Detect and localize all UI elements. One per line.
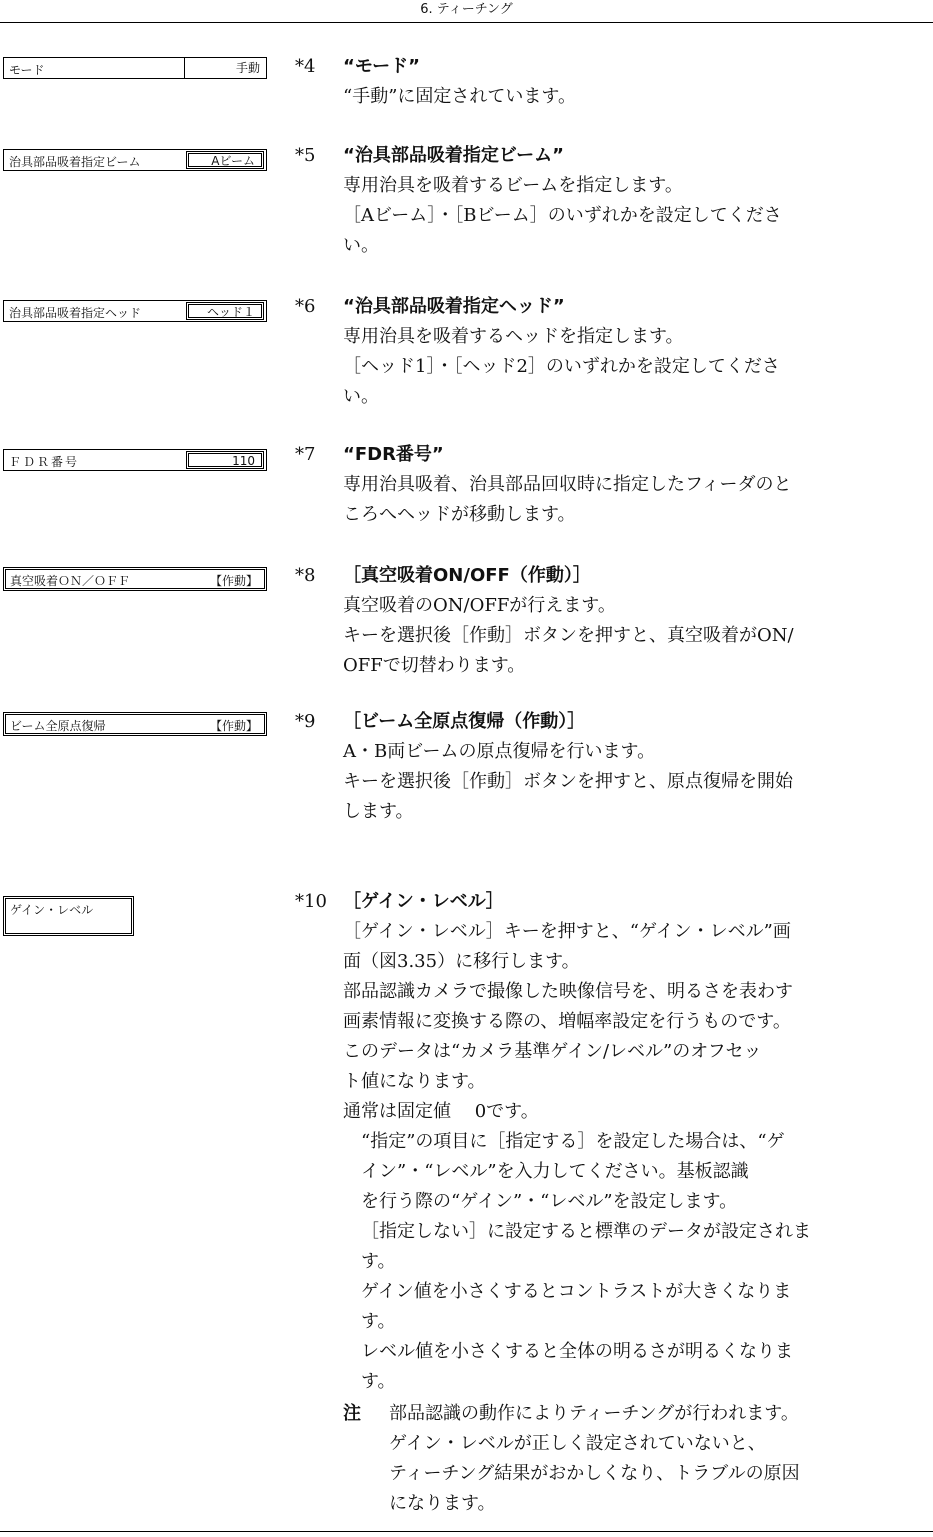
section-5: [295, 141, 840, 261]
indented-block: [361, 1127, 840, 1397]
section-line: キーを選択後［作動］ボタンを押すと、原点復帰を開始: [343, 771, 793, 792]
section-7: [295, 440, 840, 530]
header-rule: [0, 22, 933, 23]
fdr-value[interactable]: 110: [186, 451, 264, 469]
vacuum-label: 真空吸着ＯＮ／ＯＦＦ: [10, 574, 131, 588]
section-line: 真空吸着のON/OFFが行えます。: [343, 595, 616, 616]
mode-panel[interactable]: [3, 57, 267, 79]
section-line: キーを選択後［作動］ボタンを押すと、真空吸着がON/: [343, 625, 794, 646]
note-mark: 注: [343, 1403, 361, 1424]
section-line: 通常は固定値 0です。: [343, 1101, 539, 1122]
page-header: [0, 0, 933, 24]
indent-line: ゲイン値を小さくするとコントラストが大きくなりま: [361, 1281, 792, 1302]
note-line: ティーチング結果がおかしくなり、トラブルの原因: [389, 1463, 800, 1484]
section-line: します。: [343, 801, 414, 822]
section-line: ［ゲイン・レベル］キーを押すと、“ゲイン・レベル”画: [343, 921, 791, 942]
header-title: 6. ティーチング: [420, 2, 513, 17]
vacuum-key[interactable]: [3, 567, 267, 591]
section-line: 専用治具吸着、治具部品回収時に指定したフィーダのと: [343, 474, 792, 495]
section-title: ［ビーム全原点復帰（作動）］: [343, 711, 586, 732]
origin-key[interactable]: [3, 712, 267, 736]
section-line: ［Aビーム］・［Bビーム］のいずれかを設定してくださ: [343, 205, 782, 226]
indent-line: ［指定しない］に設定すると標準のデータが設定されま: [361, 1221, 811, 1242]
section-line: ［ヘッド1］・［ヘッド2］のいずれかを設定してくださ: [343, 356, 780, 377]
indent-line: す。: [361, 1371, 396, 1392]
section-number: *10: [295, 891, 327, 912]
indent-line: を行う際の“ゲイン”・“レベル”を設定します。: [361, 1191, 738, 1212]
beam-panel[interactable]: [3, 149, 267, 171]
note-line: 部品認識の動作によりティーチングが行われます。: [389, 1403, 799, 1424]
note-block: [343, 1399, 840, 1519]
section-number: *5: [295, 145, 316, 166]
head-label: 治具部品吸着指定ヘッド: [9, 306, 142, 320]
mode-label: モード: [9, 63, 45, 77]
section-line: 専用治具を吸着するヘッドを指定します。: [343, 326, 684, 347]
section-title: ［真空吸着ON/OFF（作動）］: [343, 565, 591, 586]
section-line: 部品認識カメラで撮像した映像信号を、明るさを表わす: [343, 981, 793, 1002]
indent-line: す。: [361, 1311, 396, 1332]
section-line: 専用治具を吸着するビームを指定します。: [343, 175, 683, 196]
section-line: い。: [343, 235, 379, 256]
section-line: 画素情報に変換する際の、増幅率設定を行うものです。: [343, 1011, 791, 1032]
section-title: ［ゲイン・レベル］: [343, 891, 504, 912]
indent-line: レベル値を小さくすると全体の明るさが明るくなりま: [361, 1341, 793, 1362]
section-number: *9: [295, 711, 316, 732]
origin-value: 【作動】: [209, 719, 258, 733]
gain-level-label: ゲイン・レベル: [10, 903, 94, 917]
vacuum-value: 【作動】: [209, 574, 258, 588]
section-line: ころへヘッドが移動します。: [343, 504, 576, 525]
beam-label: 治具部品吸着指定ビーム: [9, 155, 141, 169]
section-title: “治具部品吸着指定ヘッド”: [343, 296, 565, 317]
section-number: *6: [295, 296, 316, 317]
beam-value[interactable]: Aビーム: [186, 151, 264, 169]
head-value[interactable]: ヘッド１: [186, 302, 264, 320]
origin-label: ビーム全原点復帰: [10, 719, 106, 733]
fdr-panel[interactable]: [3, 449, 267, 471]
section-6: [295, 292, 840, 412]
section-line: “手動”に固定されています。: [343, 86, 576, 107]
section-number: *4: [295, 56, 316, 77]
fdr-label: ＦＤＲ番号: [9, 455, 80, 469]
note-line: ゲイン・レベルが正しく設定されていないと、: [389, 1433, 766, 1454]
section-title: “FDR番号”: [343, 444, 444, 465]
section-9: [295, 707, 840, 827]
indent-line: イン”・“レベル”を入力してください。基板認識: [361, 1161, 749, 1182]
section-line: このデータは“カメラ基準ゲイン/レベル”のオフセッ: [343, 1041, 762, 1062]
section-number: *8: [295, 565, 316, 586]
section-title: “治具部品吸着指定ビーム”: [343, 145, 564, 166]
section-10: [295, 887, 840, 1519]
footer-rule: [0, 1531, 933, 1532]
section-title: “モード”: [343, 56, 420, 77]
mode-value: 手動: [184, 58, 266, 78]
section-line: 面（図3.35）に移行します。: [343, 951, 580, 972]
indent-line: “指定”の項目に［指定する］を設定した場合は、“ゲ: [361, 1131, 785, 1152]
gain-level-key[interactable]: [3, 896, 134, 936]
section-line: い。: [343, 386, 379, 407]
section-line: OFFで切替わります。: [343, 655, 526, 676]
section-4: [295, 52, 840, 112]
section-line: A・B両ビームの原点復帰を行います。: [343, 741, 656, 762]
section-8: [295, 561, 840, 681]
indent-line: す。: [361, 1251, 396, 1272]
head-panel[interactable]: [3, 300, 267, 322]
note-line: になります。: [389, 1493, 496, 1514]
section-number: *7: [295, 444, 316, 465]
section-line: ト値になります。: [343, 1071, 486, 1092]
